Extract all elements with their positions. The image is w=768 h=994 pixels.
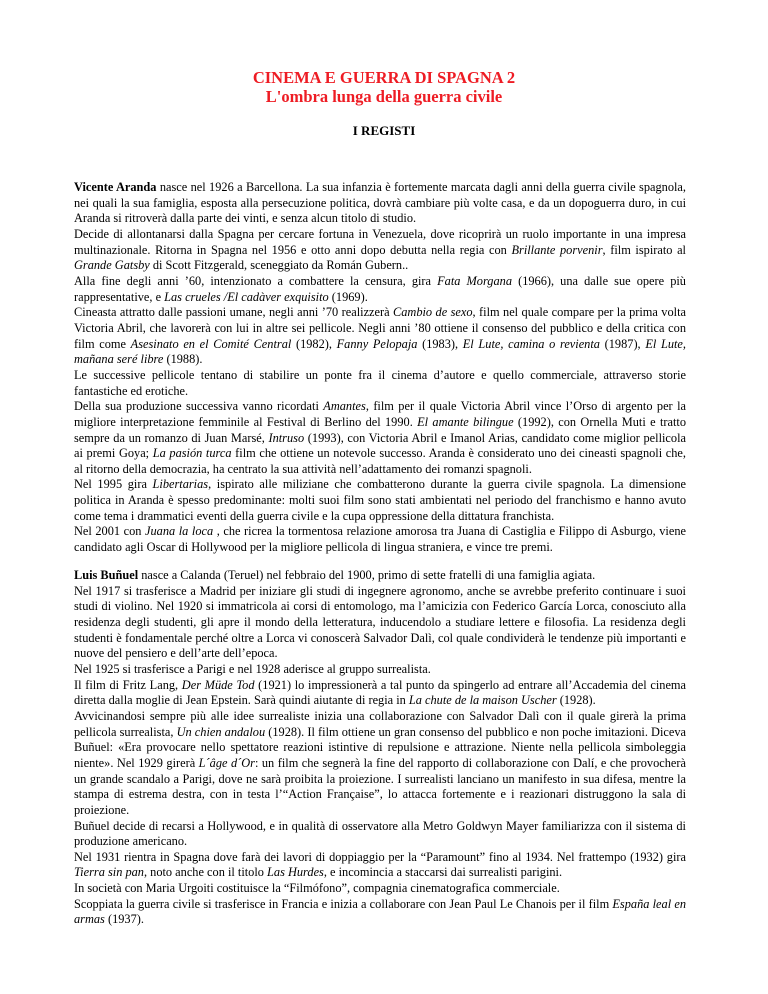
text-run: (1987),	[599, 336, 646, 351]
film-title: Asesinato en el Comité Central	[130, 336, 292, 351]
paragraph	[74, 305, 686, 368]
paragraph	[74, 274, 686, 305]
text-run: Le successive pellicole tentano di stabilire un ponte fra il cinema d’autore e quello commerciale, attraverso storie fantastiche ed erotiche.	[74, 367, 686, 398]
text-run: Cineasta attratto dalle passioni umane, negli anni ’70 realizzerà	[74, 305, 394, 320]
text-run: (1928).	[556, 693, 596, 708]
film-title: Tierra sin pan	[74, 865, 144, 880]
paragraph	[74, 678, 686, 709]
text-run: Il film di Fritz Lang,	[74, 677, 182, 692]
film-title: Las crueles /El cadàver exquisito	[164, 289, 329, 304]
paragraph	[74, 662, 686, 678]
film-title: El Lute, camina o revienta	[462, 336, 600, 351]
text-run: , che ricrea la tormentosa relazione amorosa tra Juana di Castiglia e Filippo di Asburgo, viene candidato agli Oscar di Hollywood per la migliore pellicola di lingua straniera, e vince tre premi.	[74, 524, 686, 555]
paragraph	[74, 850, 686, 881]
text-run: Nel 1995 gira	[74, 477, 153, 492]
film-title: El Lute, mañana seré libre	[74, 336, 686, 367]
text-run: , film ispirato al	[602, 242, 686, 257]
film-title: Las Hurdes	[267, 865, 324, 880]
title-line-2: L'ombra lunga della guerra civile	[265, 87, 503, 106]
paragraph	[74, 180, 686, 227]
paragraph	[74, 568, 686, 584]
text-run: Nel 1917 si trasferisce a Madrid per iniziare gli studi di ingegnere agronomo, anche se avrebbe preferito continuare i suoi studi di violino. Nel 1920 si immatricola ai corsi di entomologo, ma l’amicizia con Federico García Lorca, conosciuto alla residenza degli studenti, gli apre il mondo della letteratura, inducendolo a studiare lettere e filosofia. La residenza degli studenti è fondamentale perché oltre a Lorca vi conoscerà Salvador Dalì, col quale condividerà le tendenze più importanti e nuove del pensiero e dell’arte dell’epoca.	[74, 583, 686, 661]
film-title: La pasión turca	[152, 446, 232, 461]
text-run: (1992), con Ornella Muti e tratto sempre da un romanzo di Juan Marsé,	[74, 414, 686, 445]
section-heading: I REGISTI	[352, 123, 416, 138]
text-run: (1969).	[328, 289, 368, 304]
paragraph	[74, 819, 686, 850]
text-run: Alla fine degli anni ’60, intenzionato a combattere la censura, gira	[74, 273, 438, 288]
film-title: Grande Gatsby	[74, 258, 150, 273]
paragraph	[74, 368, 686, 399]
text-run: : un film che segnerà la fine del rapporto di collaborazione con Dalí, e che provocherà un grande scandalo a Parigi, dove ne sarà proibita la proiezione. I surrealisti lanciano un manifesto in sua difesa, mentre la stampa di estrema destra, con in testa l’“Action Française”, lo attacca fortemente e i reazionari distruggono la sala di proiezione.	[74, 755, 686, 817]
text-run: (1937).	[104, 912, 144, 927]
text-run: nasce a Calanda (Teruel) nel febbraio del 1900, primo di sette fratelli di una famiglia agiata.	[138, 568, 596, 582]
paragraph	[74, 399, 686, 477]
text-run: Nel 2001 con	[74, 524, 146, 539]
film-title: L´âge d´Or	[198, 755, 255, 770]
text-run: (1993), con Victoria Abril e Imanol Arias, candidato come miglior pellicola ai premi Goya;	[74, 430, 686, 461]
text-run: In società con Maria Urgoiti costituisce la “Filmófono”, compagnia cinematografica commerciale.	[74, 881, 560, 896]
text-run: di Scott Fitzgerald, sceneggiato da Román Gubern..	[149, 258, 409, 273]
text-run: Nel 1931 rientra in Spagna dove farà dei lavori di doppiaggio per la “Paramount” fino al 1934. Nel frattempo (1932) gira	[74, 849, 686, 864]
film-title: Der Müde Tod	[181, 677, 255, 692]
text-run: , noto anche con il titolo	[143, 865, 268, 880]
paragraph	[74, 524, 686, 555]
text-run: (1988).	[163, 352, 203, 367]
film-title: Juana la loca	[145, 524, 214, 539]
paragraph	[74, 477, 686, 524]
text-run: (1966), una dalle sue opere più rappresentative, e	[74, 273, 686, 304]
text-run: film che ottiene un notevole successo. Aranda è considerato uno dei cineasti spagnoli che, al ritorno della democrazia, ha centrato la sua attività nell’adattamento dei romanzi spagnoli.	[74, 446, 686, 476]
text-run: (1983),	[417, 336, 463, 351]
film-title: Brillante porvenir	[511, 242, 603, 257]
text-run: Della sua produzione successiva vanno ricordati	[74, 399, 324, 414]
director-name: Vicente Aranda	[74, 180, 157, 194]
film-title: España leal en armas	[74, 896, 686, 927]
paragraph	[74, 881, 686, 897]
text-run: (1928). Il film ottiene un gran consenso del pubblico e non poche imitazioni. Diceva Buñuel: «Era provocare nello spettatore reazioni istintive di repulsione e attrazione. Niente nella pellicola simboleggia niente». Nel 1929 girerà	[74, 724, 687, 770]
bunuel-biography	[74, 568, 686, 928]
text-run: Avvicinandosi sempre più alle idee surrealiste inizia una collaborazione con Salvador Dalì con il quale girerà la prima pellicola surrealista,	[74, 708, 686, 739]
text-run: , film per il quale Victoria Abril vince l’Orso di argento per la migliore interpretazione femminile al Festival di Berlino del 1990.	[74, 399, 686, 429]
aranda-biography	[74, 180, 686, 556]
text-run: , e incomincia a staccarsi dai surrealisti parigini.	[323, 865, 563, 880]
film-title: Fata Morgana	[437, 273, 512, 288]
film-title: Libertarias	[152, 477, 209, 492]
paragraph	[74, 227, 686, 274]
film-title: Intruso	[268, 430, 305, 445]
text-run: Scoppiata la guerra civile si trasferisce in Francia e inizia a collaborare con Jean Paul Le Chanois per il film	[74, 896, 613, 911]
title-line-1: CINEMA E GUERRA DI SPAGNA 2	[252, 68, 516, 87]
film-title: El amante bilingue	[417, 414, 514, 429]
paragraph	[74, 897, 686, 928]
text-run: (1921) lo impressionerà a tal punto da spingerlo ad entrare all’Accademia del cinema diretta dalla moglie di Jean Epstein. Sarà quindi aiutante di regia in	[74, 677, 687, 708]
text-run: , film nel quale compare per la prima volta Victoria Abril, che lavorerà con lui in altre sei pellicole. Negli anni ’80 ottiene il consenso del pubblico e della critica con film come	[74, 305, 686, 351]
paragraph	[74, 584, 686, 662]
paragraph	[74, 709, 686, 819]
document-title	[0, 68, 768, 106]
text-run: , ispirato alle miliziane che combatterono durante la guerra civile spagnola. La dimensione politica in Aranda è spesso predominante: molti suoi film sono stati ambientati nel periodo del franchismo e hanno avuto come tema i drammatici eventi della guerra civile e la cupa oppressione della dittatura franchista.	[74, 477, 686, 523]
film-title: Fanny Pelopaja	[336, 336, 418, 351]
text-run: Buñuel decide di recarsi a Hollywood, e in qualità di osservatore alla Metro Goldwyn Mayer familiarizza con il sistema di produzione americano.	[74, 818, 686, 849]
film-title: Un chien andalou	[176, 724, 266, 739]
text-run: Nel 1925 si trasferisce a Parigi e nel 1928 aderisce al gruppo surrealista.	[74, 661, 431, 676]
text-run: Decide di allontanarsi dalla Spagna per cercare fortuna in Venezuela, dove ricoprirà un ruolo importante in una impresa multinazionale. Ritorna in Spagna nel 1956 e otto anni dopo debutta nella regia con	[74, 226, 686, 257]
text-run: nasce nel 1926 a Barcellona. La sua infanzia è fortemente marcata dagli anni della guerra civile spagnola, nei quali la sua famiglia, esposta alla persecuzione politica, dovrà cambiare più volte casa, e da un dopoguerra duro, in cui Aranda si ritroverà dalla parte dei vinti, e senza alcun titolo di studio.	[74, 180, 686, 226]
director-name: Luis Buñuel	[74, 568, 139, 582]
film-title: Amantes	[323, 399, 366, 414]
film-title: Cambio de sexo	[393, 305, 473, 320]
film-title: La chute de la maison Uscher	[408, 693, 557, 708]
text-run: (1982),	[291, 336, 337, 351]
